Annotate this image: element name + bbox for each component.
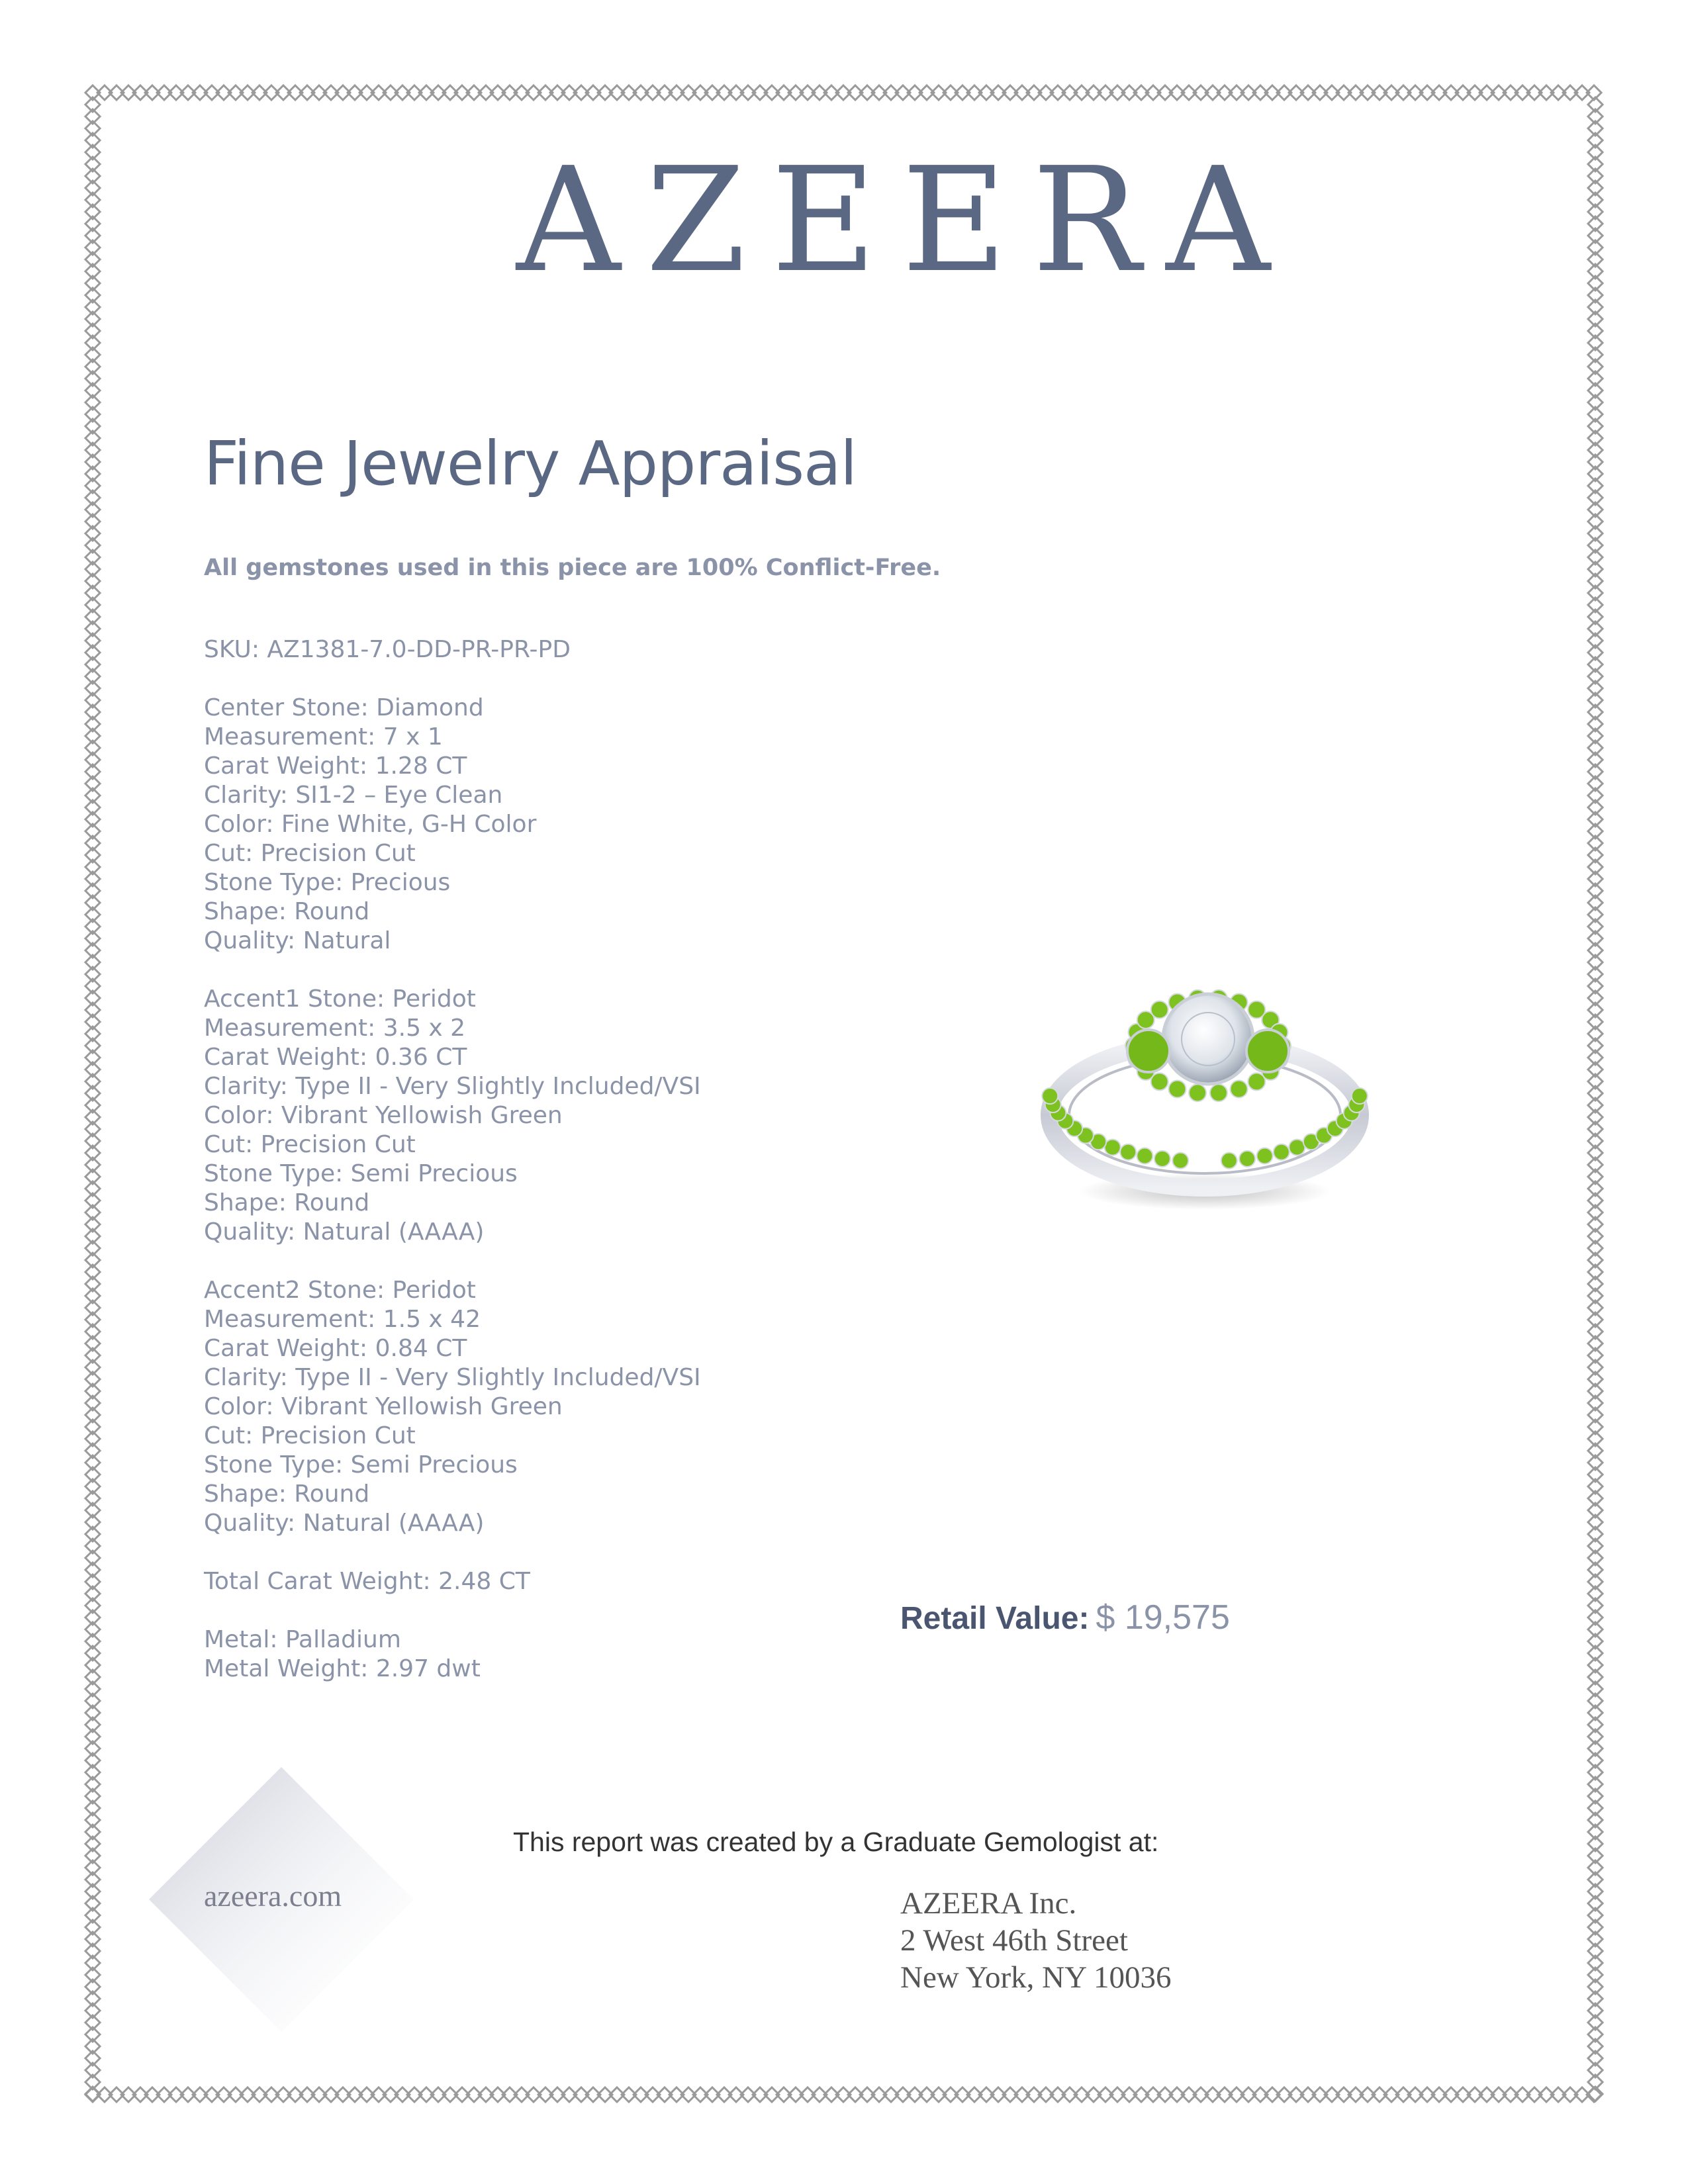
report-note: This report was created by a Graduate Gemologist at: bbox=[513, 1827, 1159, 1857]
spec-line: Measurement: 3.5 x 2 bbox=[204, 1015, 466, 1042]
spec-line: Stone Type: Semi Precious bbox=[204, 1451, 518, 1479]
retail-value-label: Retail Value: bbox=[900, 1601, 1090, 1636]
spec-line: Metal Weight: 2.97 dwt bbox=[204, 1655, 481, 1682]
spec-line: Metal: Palladium bbox=[204, 1626, 401, 1653]
conflict-free-note: All gemstones used in this piece are 100% Conflict-Free. bbox=[204, 555, 941, 581]
spec-line: Stone Type: Semi Precious bbox=[204, 1160, 518, 1187]
spec-line: Carat Weight: 0.36 CT bbox=[204, 1044, 467, 1071]
brand-logo: AZEERA bbox=[516, 137, 1295, 304]
spec-line: Shape: Round bbox=[204, 898, 370, 925]
spec-line: Color: Fine White, G-H Color bbox=[204, 811, 537, 838]
spec-line: Quality: Natural (AAAA) bbox=[204, 1218, 485, 1246]
spec-line: Measurement: 7 x 1 bbox=[204, 723, 443, 751]
spec-line: Quality: Natural (AAAA) bbox=[204, 1510, 485, 1537]
address-city: New York, NY 10036 bbox=[900, 1960, 1172, 1995]
spec-line: Quality: Natural bbox=[204, 927, 391, 954]
page-title: Fine Jewelry Appraisal bbox=[204, 428, 857, 499]
spec-line: Accent1 Stone: Peridot bbox=[204, 985, 476, 1013]
spec-line: Cut: Precision Cut bbox=[204, 840, 416, 867]
spec-line: Color: Vibrant Yellowish Green bbox=[204, 1102, 563, 1129]
retail-value-amount: $ 19,575 bbox=[1096, 1598, 1230, 1637]
spec-line: Total Carat Weight: 2.48 CT bbox=[204, 1568, 530, 1595]
spec-line: Stone Type: Precious bbox=[204, 869, 451, 896]
spec-line: Center Stone: Diamond bbox=[204, 694, 484, 721]
spec-line: Cut: Precision Cut bbox=[204, 1131, 416, 1158]
spec-line: Color: Vibrant Yellowish Green bbox=[204, 1393, 563, 1420]
spec-line: Clarity: Type II - Very Slightly Included/VSI bbox=[204, 1073, 701, 1100]
spec-line: Shape: Round bbox=[204, 1480, 370, 1508]
spec-line: SKU: AZ1381-7.0-DD-PR-PR-PD bbox=[204, 636, 571, 663]
spec-line: Clarity: SI1-2 – Eye Clean bbox=[204, 782, 503, 809]
spec-line: Measurement: 1.5 x 42 bbox=[204, 1306, 481, 1333]
website-link[interactable]: azeera.com bbox=[204, 1879, 342, 1913]
address-street: 2 West 46th Street bbox=[900, 1923, 1128, 1958]
spec-line: Carat Weight: 1.28 CT bbox=[204, 752, 467, 780]
spec-gap bbox=[204, 1247, 701, 1276]
spec-gap bbox=[204, 956, 701, 985]
spec-line: Clarity: Type II - Very Slightly Included/VSI bbox=[204, 1364, 701, 1391]
spec-line: Carat Weight: 0.84 CT bbox=[204, 1335, 467, 1362]
spec-gap bbox=[204, 1596, 701, 1625]
ring-image bbox=[1033, 940, 1377, 1224]
spec-line: Accent2 Stone: Peridot bbox=[204, 1277, 476, 1304]
address-company: AZEERA Inc. bbox=[900, 1886, 1077, 1921]
retail-value bbox=[900, 1600, 1230, 1635]
spec-line: Shape: Round bbox=[204, 1189, 370, 1216]
spec-line: Cut: Precision Cut bbox=[204, 1422, 416, 1449]
company-address bbox=[900, 1885, 1172, 1996]
specifications-list bbox=[204, 635, 701, 1684]
spec-gap bbox=[204, 1538, 701, 1567]
spec-gap bbox=[204, 664, 701, 694]
